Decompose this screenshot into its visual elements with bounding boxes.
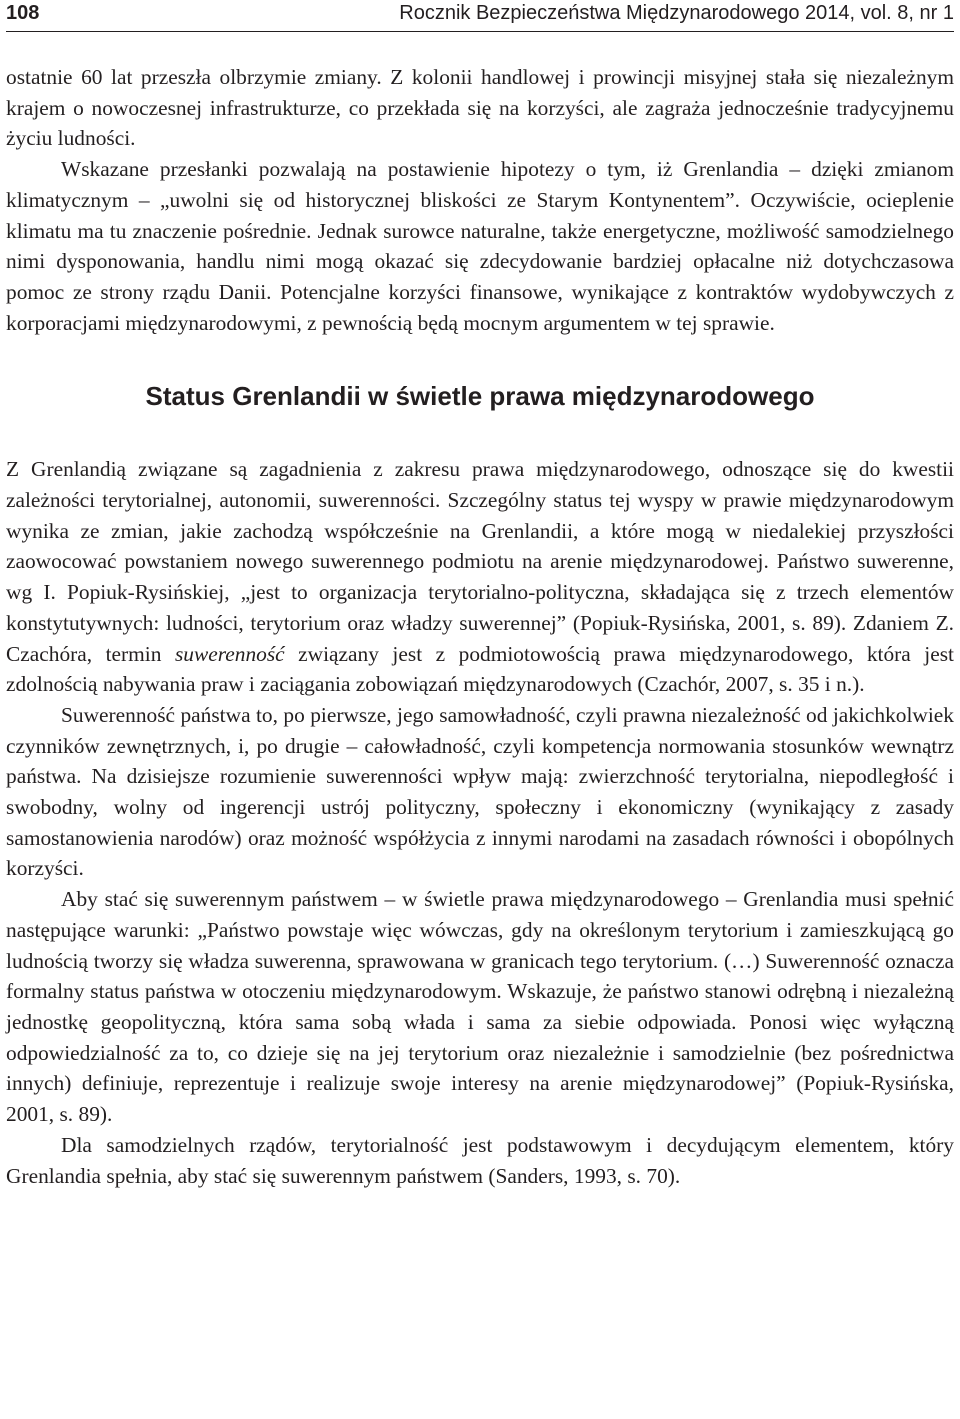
running-header bbox=[6, 2, 954, 32]
document-page bbox=[6, 0, 954, 1191]
text-segment: Z Grenlandią związane są zagadnienia z zakresu prawa międzynarodowego, odnoszące się do kwestii zależności terytorialnej, autonomii, suwerenności. Szczególny status tej wyspy w prawie międzynarodowym wynika ze zmian, jakie zachodzą współcześnie na Grenlandii, a które mogą w niedalekiej przyszłości zaowocować powstaniem nowego suwerennego podmiotu na arenie międzynarodowej. Państwo suwerenne, wg I. Popiuk-Rysińskiej, „jest to organizacja terytorialno-polityczna, składająca się z trzech elementów konstytutywnych: ludności, terytorium oraz władzy suwerennej” (Popiuk-Rysińska, 2001, s. 89). Zdaniem Z. Czachóra, termin bbox=[6, 457, 954, 666]
body-text bbox=[6, 62, 954, 1191]
italic-term: suwerenność bbox=[174, 641, 285, 666]
section-heading: Status Grenlandii w świetle prawa międzynarodowego bbox=[145, 381, 815, 412]
text-segment: związany jest z podmiotowością prawa międzynarodowego, która jest zdolnością nabywania praw i zaciągania zobowiązań międzynarodowych (Czachór, 2007, s. 35 i n.). bbox=[6, 641, 954, 697]
page-number: 108 bbox=[6, 2, 40, 24]
paragraph-territoriality: Dla samodzielnych rządów, terytorialność jest podstawowym i decydującym elementem, który Grenlandia spełnia, aby stać się suwerennym państwem (Sanders, 1993, s. 70). bbox=[6, 1132, 954, 1188]
paragraph-conditions-quote: Aby stać się suwerennym państwem – w świetle prawa międzynarodowego – Grenlandia musi spełnić następujące warunki: „Państwo powstaje więc wówczas, gdy na określonym terytorium i zamieszkującą go ludnością tworzy się władza suwerenna, sprawowana w granicach tego terytorium. (…) Suwerenność oznacza formalny status państwa w otoczeniu międzynarodowym. Wskazuje, że państwo stanowi odrębną i niezależną jednostkę geopolityczną, która sama sobą włada i sama za siebie odpowiada. Ponosi więc wyłączną odpowiedzialność za to, co dzieje się na jej terytorium oraz niezależnie i samodzielnie (bez pośrednictwa innych) definiuje, reprezentuje i realizuje swoje interesy na arenie międzynarodowej” (Popiuk-Rysińska, 2001, s. 89). bbox=[6, 887, 954, 1127]
journal-title: Rocznik Bezpieczeństwa Międzynarodowego 2014, vol. 8, nr 1 bbox=[399, 2, 954, 24]
paragraph-sovereignty-definition: Suwerenność państwa to, po pierwsze, jego samowładność, czyli prawna niezależność od jakichkolwiek czynników zewnętrznych, i, po drugie – całowładność, czyli kompetencja normowania stosunków wewnątrz państwa. Na dzisiejsze rozumienie suwerenności wpływ mają: zwierzchność terytorialna, niepodległość i swobodny, wolny od ingerencji ustrój polityczny, społeczny i ekonomiczny (wynikający z zasady samostanowienia narodów) oraz możność współżycia z innymi narodami na zasadach równości i obopólnych korzyści. bbox=[6, 702, 954, 881]
paragraph-hypothesis: Wskazane przesłanki pozwalają na postawienie hipotezy o tym, iż Grenlandia – dzięki zmianom klimatycznym – „uwolni się od historycznej bliskości ze Starym Kontynentem”. Oczywiście, ocieplenie klimatu ma tu znaczenie pośrednie. Jednak surowce naturalne, także energetyczne, możliwość samodzielnego nimi dysponowania, handlu nimi mogą okazać się zdecydowanie bardziej opłacalne niż dotychczasowa pomoc ze strony rządu Danii. Potencjalne korzyści finansowe, wynikające z kontraktów wydobywczych z korporacjami międzynarodowymi, z pewnością będą mocnym argumentem w tej sprawie. bbox=[6, 157, 954, 335]
paragraph-continuation: ostatnie 60 lat przeszła olbrzymie zmiany. Z kolonii handlowej i prowincji misyjnej stała się niezależnym krajem o nowoczesnej infrastrukturze, co przekłada się na korzyści, ale zagraża jednocześnie tradycyjnemu życiu ludności. bbox=[6, 65, 954, 151]
paragraph-sovereignty-intro bbox=[6, 454, 954, 700]
header-rule bbox=[6, 31, 954, 32]
